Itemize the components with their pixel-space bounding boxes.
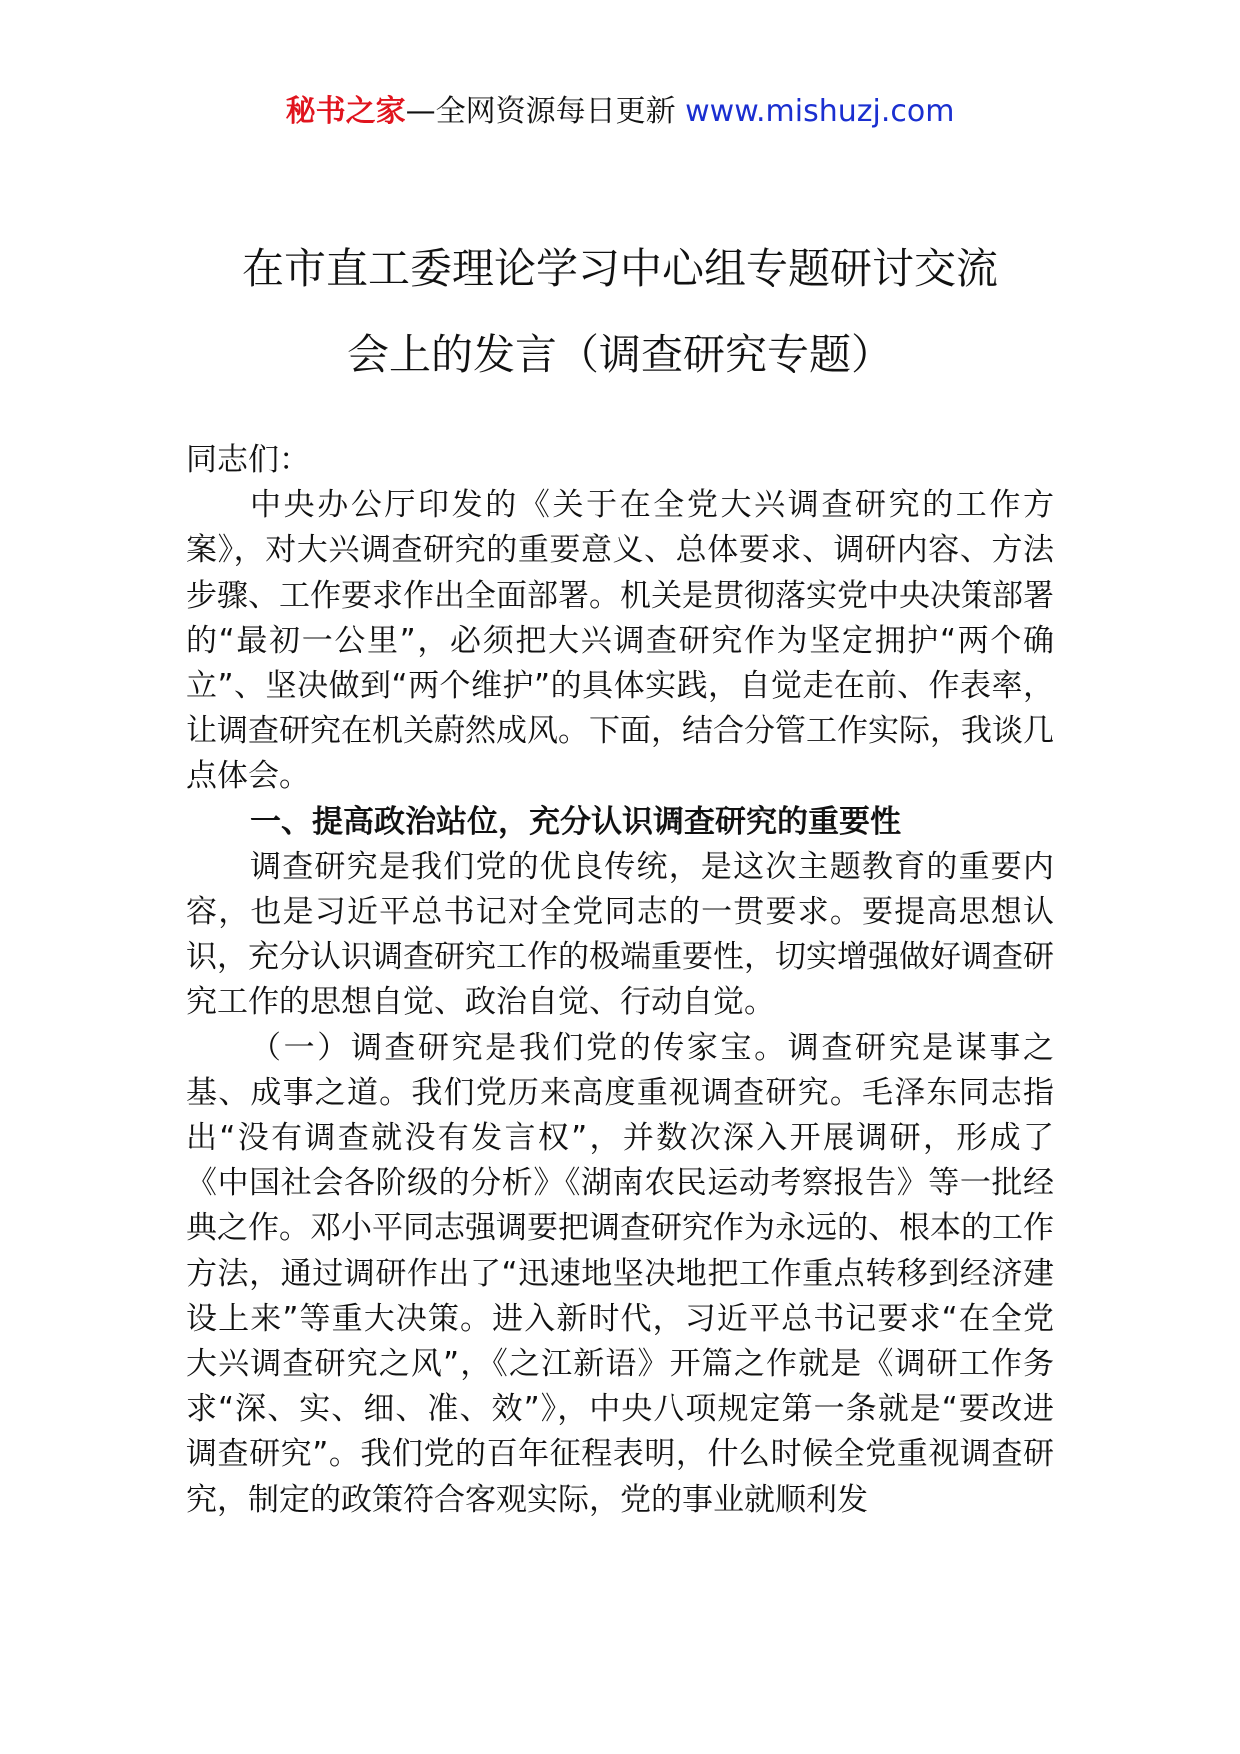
paragraph-intro: 中央办公厅印发的《关于在全党大兴调查研究的工作方案》，对大兴调查研究的重要意义、总体要求、调研内容、方法步骤、工作要求作出全面部署。机关是贯彻落实党中央决策部署的“最初一公里”，必须把大兴调查研究作为坚定拥护“两个确立”、坚决做到“两个维护”的具体实践，自觉走在前、作表率，让调查研究在机关蔚然成风。下面，结合分管工作实际，我谈几点体会。 — [186, 487, 1054, 795]
paragraph-subsection-1: （一）调查研究是我们党的传家宝。调查研究是谋事之基、成事之道。我们党历来高度重视调查研究。毛泽东同志指出“没有调查就没有发言权”，并数次深入开展调研，形成了《中国社会各阶级的分析》《湖南农民运动考察报告》等一批经典之作。邓小平同志强调要把调查研究作为永远的、根本的工作方法，通过调研作出了“迅速地坚决地把工作重点转移到经济建设上来”等重大决策。进入新时代，习近平总书记要求“在全党大兴调查研究之风”，《之江新语》开篇之作就是《调研工作务求“深、实、细、准、效”》，中央八项规定第一条就是“要改进调查研究”。我们党的百年征程表明，什么时候全党重视调查研究，制定的政策符合客观实际，党的事业就顺利发 — [186, 1029, 1054, 1518]
document-body — [186, 438, 1054, 1523]
document-title — [150, 226, 1090, 398]
site-brand: 秘书之家 — [285, 94, 406, 129]
section-heading-1: 一、提高政治站位，充分认识调查研究的重要性 — [250, 803, 901, 840]
paragraph-section-1: 调查研究是我们党的优良传统，是这次主题教育的重要内容，也是习近平总书记对全党同志的一贯要求。要提高思想认识，充分认识调查研究工作的极端重要性，切实增强做好调查研究工作的思想自觉、政治自觉、行动自觉。 — [186, 848, 1054, 1021]
document-title-line-2: 会上的发言（调查研究专题） — [346, 330, 893, 379]
site-url-link[interactable]: www.mishuzj.com — [685, 94, 955, 129]
salutation: 同志们： — [186, 442, 310, 478]
site-header — [0, 92, 1240, 132]
document-title-line-1: 在市直工委理论学习中心组专题研讨交流 — [241, 244, 998, 293]
site-slogan: —全网资源每日更新 — [405, 94, 676, 129]
